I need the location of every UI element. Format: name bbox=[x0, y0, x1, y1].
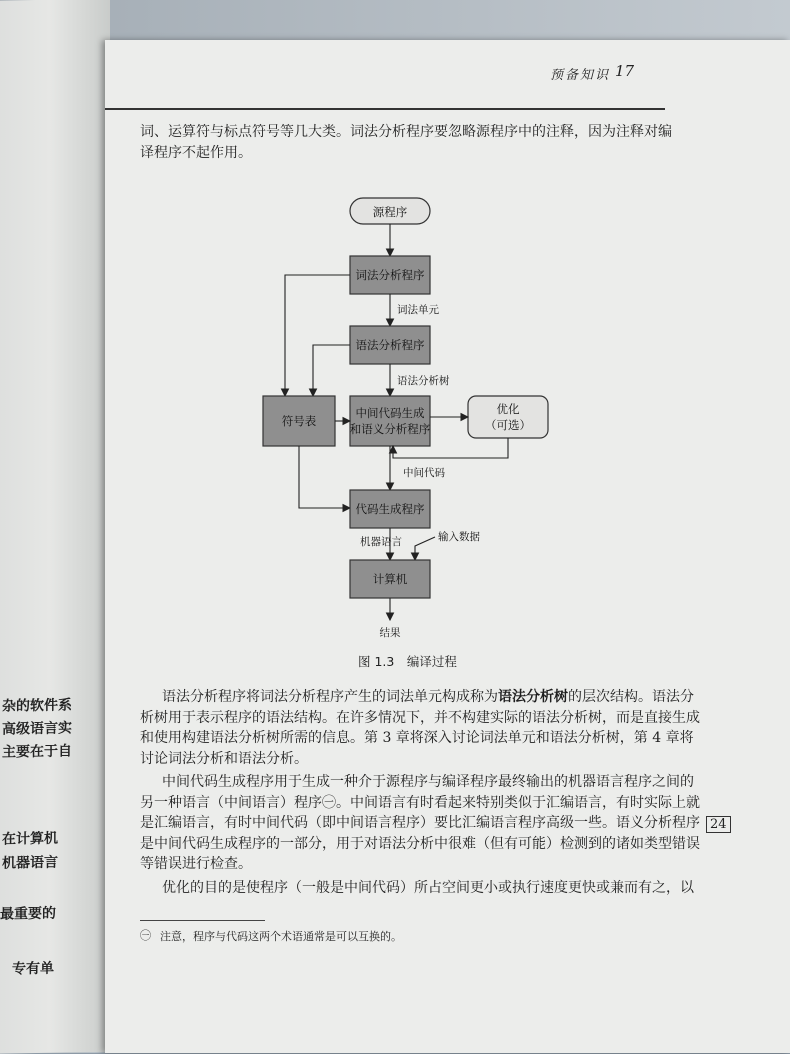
paragraph-1-b: 的层次结构。语法分析树用于表示程序的语法结构。在许多情况下，并不构建实际的语法分析树，而是直接生成和使用构建语法分析树所需的信息。第 3 章将深入讨论词法单元和语法分析树，第 4 章将讨论词法分析和语法分析。 bbox=[140, 689, 700, 767]
edge-symtab-codegen bbox=[299, 446, 350, 508]
left-page-fragment: 最重要的 bbox=[0, 905, 56, 923]
footnote-rule bbox=[140, 920, 265, 921]
left-page-fragment: 杂的软件系 bbox=[2, 697, 72, 715]
book-page bbox=[105, 40, 790, 1053]
codegen-label: 代码生成程序 bbox=[355, 502, 425, 516]
margin-page-reference: 24 bbox=[706, 816, 731, 833]
parser-label: 语法分析程序 bbox=[355, 338, 425, 352]
paragraph-top: 词、运算符与标点符号等几大类。词法分析程序要忽略源程序中的注释，因为注释对编译程序不起作用。 bbox=[140, 124, 672, 161]
footnote-text: 注意，程序与代码这两个术语通常是可以互换的。 bbox=[160, 930, 402, 943]
optimize-label-1: 优化 bbox=[496, 402, 520, 416]
computer-label: 计算机 bbox=[372, 572, 408, 586]
edge-input-computer bbox=[415, 537, 435, 560]
machine-code-label: 机器语言 bbox=[360, 536, 402, 548]
ir-label: 中间代码 bbox=[403, 467, 445, 479]
tokens-label: 词法单元 bbox=[397, 304, 439, 316]
left-page-fragment: 主要在于自 bbox=[2, 743, 72, 761]
paragraph-2: 中间代码生成程序用于生成一种介于源程序与编译程序最终输出的机器语言程序之间的另一种语言（中间语言）程序㊀。中间语言有时看起来特别类似于汇编语言，有时实际上就是汇编语言，有时中间代码（即中间语言程序）要比汇编语言程序高级一些。语义分析程序是中间代码生成程序的一部分，用于对语法分析中很难（但有可能）检测到的诸如类型错误等错误进行检查。 bbox=[140, 774, 700, 872]
left-page-fragment: 高级语言实 bbox=[2, 720, 72, 738]
source-program-label: 源程序 bbox=[372, 205, 408, 219]
paragraph-3: 优化的目的是使程序（一般是中间代码）所占空间更小或执行速度更快或兼而有之，以 bbox=[162, 880, 694, 896]
edge-lexer-symtab bbox=[285, 275, 350, 396]
paragraph-1 bbox=[140, 687, 700, 769]
symbol-table-label: 符号表 bbox=[281, 414, 317, 428]
paragraph-1-a: 语法分析程序将词法分析程序产生的词法单元构成称为 bbox=[162, 689, 498, 705]
lexer-label: 词法分析程序 bbox=[355, 268, 425, 282]
footnote-mark: ㊀ bbox=[140, 929, 151, 942]
output-label: 结果 bbox=[379, 627, 401, 639]
input-data-label: 输入数据 bbox=[438, 531, 480, 543]
parse-tree-label: 语法分析树 bbox=[397, 375, 450, 387]
semantic-node bbox=[350, 396, 430, 446]
semantic-label-2: 和语义分析程序 bbox=[349, 422, 431, 436]
term-parse-tree: 语法分析树 bbox=[498, 689, 568, 705]
left-page-fragment: 机器语言 bbox=[2, 854, 58, 872]
header-title: 预备知识 bbox=[550, 68, 611, 83]
page-number: 17 bbox=[615, 62, 635, 80]
left-page-fragment: 专有单 bbox=[12, 960, 54, 978]
left-page-fragment: 在计算机 bbox=[2, 830, 58, 848]
edge-parser-symtab bbox=[313, 345, 350, 396]
optimize-label-2: （可选） bbox=[485, 418, 531, 432]
header-rule bbox=[105, 108, 665, 110]
figure-caption: 图 1.3 编译过程 bbox=[358, 654, 457, 669]
left-book-page bbox=[0, 0, 110, 1054]
compilation-flowchart bbox=[255, 190, 695, 660]
semantic-label-1: 中间代码生成 bbox=[355, 406, 425, 420]
